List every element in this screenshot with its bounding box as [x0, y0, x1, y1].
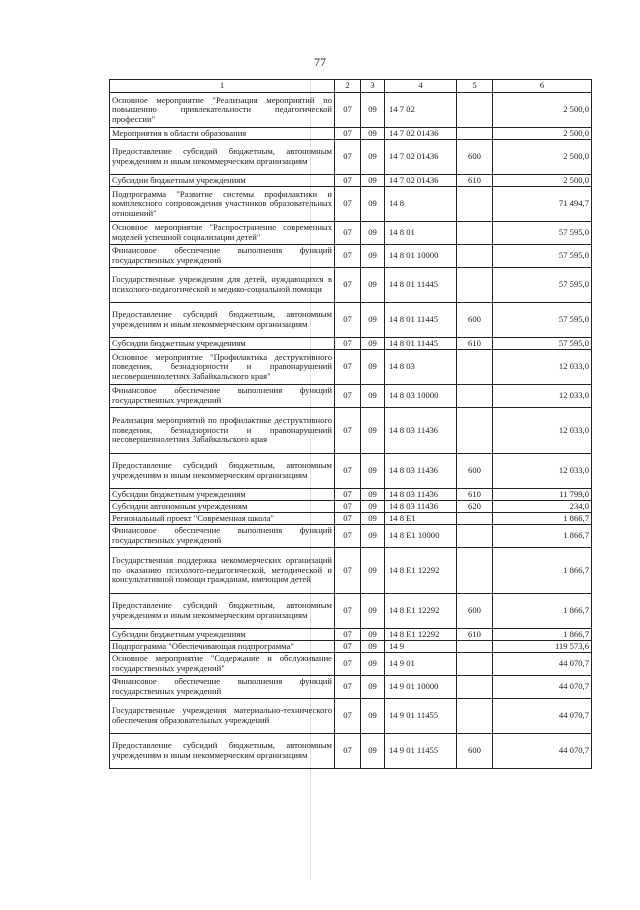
cell-pr: 09 — [361, 525, 385, 548]
table-row — [110, 128, 592, 140]
cell-vr — [457, 187, 493, 222]
cell-pr: 09 — [361, 594, 385, 629]
cell-vr — [457, 93, 493, 128]
cell-sum: 1 866,7 — [493, 548, 592, 594]
cell-name: Подпрограмма "Развитие системы профилактики и комплексного сопровождения участников образовательных отношений" — [110, 187, 335, 222]
cell-vr: 600 — [457, 140, 493, 175]
cell-pr: 09 — [361, 140, 385, 175]
table-row — [110, 676, 592, 699]
cell-pr: 09 — [361, 501, 385, 513]
cell-rz: 07 — [335, 699, 361, 734]
cell-pr: 09 — [361, 489, 385, 501]
cell-rz: 07 — [335, 222, 361, 245]
cell-sum: 57 595,0 — [493, 222, 592, 245]
cell-rz: 07 — [335, 489, 361, 501]
table-row — [110, 93, 592, 128]
cell-sum: 44 070,7 — [493, 699, 592, 734]
cell-csr: 14 7 02 01436 — [385, 175, 457, 187]
cell-csr: 14 9 01 11455 — [385, 734, 457, 769]
cell-csr: 14 7 02 01436 — [385, 140, 457, 175]
cell-name: Предоставление субсидий бюджетным, автономным учреждениям и иным некоммерческим организациям — [110, 140, 335, 175]
table-row — [110, 629, 592, 641]
cell-vr — [457, 222, 493, 245]
cell-pr: 09 — [361, 338, 385, 350]
cell-sum: 1 866,7 — [493, 629, 592, 641]
cell-rz: 07 — [335, 629, 361, 641]
cell-name: Государственная поддержка некоммерческих организаций по оказанию психолого-педагогической, методической и консультативной помощи гражданам, имеющим детей — [110, 548, 335, 594]
cell-pr: 09 — [361, 245, 385, 268]
cell-sum: 12 033,0 — [493, 454, 592, 489]
cell-name: Финансовое обеспечение выполнения функций государственных учреждений — [110, 245, 335, 268]
cell-sum: 44 070,7 — [493, 653, 592, 676]
cell-vr — [457, 128, 493, 140]
cell-pr: 09 — [361, 734, 385, 769]
cell-sum: 2 500,0 — [493, 93, 592, 128]
cell-rz: 07 — [335, 385, 361, 408]
cell-vr — [457, 548, 493, 594]
cell-vr: 610 — [457, 338, 493, 350]
cell-name: Государственные учреждения материально-технического обеспечения образовательных учреждений — [110, 699, 335, 734]
table-row — [110, 699, 592, 734]
cell-rz: 07 — [335, 350, 361, 385]
cell-sum: 12 033,0 — [493, 408, 592, 454]
cell-name: Региональный проект "Современная школа" — [110, 513, 335, 525]
cell-rz: 07 — [335, 734, 361, 769]
cell-pr: 09 — [361, 641, 385, 653]
cell-name: Подпрограмма "Обеспечивающая подпрограмма" — [110, 641, 335, 653]
cell-csr: 14 8 01 11445 — [385, 338, 457, 350]
cell-pr: 09 — [361, 699, 385, 734]
cell-csr: 14 8 E1 12292 — [385, 594, 457, 629]
table-row — [110, 268, 592, 303]
cell-sum: 234,0 — [493, 501, 592, 513]
header-col-5: 5 — [457, 80, 493, 93]
cell-sum: 1 866,7 — [493, 594, 592, 629]
table-row — [110, 513, 592, 525]
cell-sum: 57 595,0 — [493, 303, 592, 338]
cell-sum: 57 595,0 — [493, 268, 592, 303]
table-row — [110, 140, 592, 175]
cell-csr: 14 8 E1 — [385, 513, 457, 525]
cell-sum: 57 595,0 — [493, 245, 592, 268]
table-row — [110, 653, 592, 676]
cell-pr: 09 — [361, 385, 385, 408]
cell-name: Мероприятия в области образования — [110, 128, 335, 140]
cell-name: Предоставление субсидий бюджетным, автономным учреждениям и иным некоммерческим организациям — [110, 303, 335, 338]
cell-rz: 07 — [335, 513, 361, 525]
cell-csr: 14 9 01 11455 — [385, 699, 457, 734]
cell-sum: 2 500,0 — [493, 140, 592, 175]
cell-csr: 14 8 03 — [385, 350, 457, 385]
cell-name: Предоставление субсидий бюджетным, автономным учреждениям и иным некоммерческим организациям — [110, 454, 335, 489]
cell-pr: 09 — [361, 303, 385, 338]
cell-rz: 07 — [335, 408, 361, 454]
page-number: 77 — [314, 55, 326, 69]
cell-pr: 09 — [361, 454, 385, 489]
cell-sum: 2 500,0 — [493, 128, 592, 140]
cell-csr: 14 9 — [385, 641, 457, 653]
table-row — [110, 222, 592, 245]
cell-sum: 1 866,7 — [493, 513, 592, 525]
table-header-row — [110, 80, 592, 93]
cell-rz: 07 — [335, 641, 361, 653]
cell-rz: 07 — [335, 676, 361, 699]
cell-rz: 07 — [335, 653, 361, 676]
table-row — [110, 408, 592, 454]
cell-rz: 07 — [335, 245, 361, 268]
table-row — [110, 303, 592, 338]
cell-vr: 600 — [457, 454, 493, 489]
cell-rz: 07 — [335, 525, 361, 548]
cell-rz: 07 — [335, 128, 361, 140]
cell-csr: 14 8 03 11436 — [385, 408, 457, 454]
cell-pr: 09 — [361, 350, 385, 385]
cell-pr: 09 — [361, 187, 385, 222]
cell-pr: 09 — [361, 513, 385, 525]
cell-vr: 600 — [457, 303, 493, 338]
cell-sum: 71 494,7 — [493, 187, 592, 222]
cell-csr: 14 9 01 — [385, 653, 457, 676]
header-col-1: 1 — [110, 80, 335, 93]
cell-name: Государственные учреждения для детей, нуждающихся в психолого-педагогической и медико-социальной помощи — [110, 268, 335, 303]
cell-sum: 2 500,0 — [493, 175, 592, 187]
cell-pr: 09 — [361, 93, 385, 128]
cell-vr: 610 — [457, 629, 493, 641]
cell-name: Основное мероприятие "Профилактика деструктивного поведения, безнадзорности и правонарушений несовершеннолетних Забайкальского края" — [110, 350, 335, 385]
cell-rz: 07 — [335, 175, 361, 187]
cell-pr: 09 — [361, 676, 385, 699]
table-body — [110, 93, 592, 769]
table-row — [110, 489, 592, 501]
cell-csr: 14 8 E1 12292 — [385, 548, 457, 594]
cell-sum: 44 070,7 — [493, 676, 592, 699]
table-row — [110, 525, 592, 548]
header-col-6: 6 — [493, 80, 592, 93]
cell-vr: 600 — [457, 594, 493, 629]
cell-pr: 09 — [361, 548, 385, 594]
cell-vr: 610 — [457, 175, 493, 187]
cell-csr: 14 8 01 — [385, 222, 457, 245]
cell-pr: 09 — [361, 268, 385, 303]
header-col-4: 4 — [385, 80, 457, 93]
cell-name: Основное мероприятие "Реализация мероприятий по повышению привлекательности педагогической профессии" — [110, 93, 335, 128]
cell-name: Предоставление субсидий бюджетным, автономным учреждениям и иным некоммерческим организациям — [110, 734, 335, 769]
cell-name: Финансовое обеспечение выполнения функций государственных учреждений — [110, 525, 335, 548]
cell-csr: 14 8 E1 12292 — [385, 629, 457, 641]
table-row — [110, 594, 592, 629]
cell-rz: 07 — [335, 140, 361, 175]
table-row — [110, 338, 592, 350]
cell-name: Финансовое обеспечение выполнения функций государственных учреждений — [110, 385, 335, 408]
cell-csr: 14 8 01 11445 — [385, 268, 457, 303]
cell-sum: 12 033,0 — [493, 350, 592, 385]
cell-csr: 14 8 03 11436 — [385, 489, 457, 501]
table-row — [110, 385, 592, 408]
cell-rz: 07 — [335, 93, 361, 128]
table-row — [110, 454, 592, 489]
cell-vr: 610 — [457, 489, 493, 501]
cell-name: Субсидии бюджетным учреждениям — [110, 629, 335, 641]
cell-vr — [457, 385, 493, 408]
cell-csr: 14 8 — [385, 187, 457, 222]
header-col-3: 3 — [361, 80, 385, 93]
cell-vr — [457, 653, 493, 676]
cell-rz: 07 — [335, 454, 361, 489]
table-row — [110, 175, 592, 187]
cell-pr: 09 — [361, 629, 385, 641]
cell-name: Субсидии бюджетным учреждениям — [110, 338, 335, 350]
cell-vr — [457, 676, 493, 699]
cell-vr — [457, 699, 493, 734]
table-row — [110, 641, 592, 653]
cell-rz: 07 — [335, 187, 361, 222]
cell-csr: 14 8 01 11445 — [385, 303, 457, 338]
table-row — [110, 548, 592, 594]
cell-sum: 11 799,0 — [493, 489, 592, 501]
cell-pr: 09 — [361, 222, 385, 245]
cell-sum: 119 573,6 — [493, 641, 592, 653]
cell-pr: 09 — [361, 408, 385, 454]
cell-rz: 07 — [335, 268, 361, 303]
cell-pr: 09 — [361, 653, 385, 676]
cell-vr — [457, 245, 493, 268]
cell-vr — [457, 268, 493, 303]
cell-csr: 14 9 01 10000 — [385, 676, 457, 699]
cell-sum: 12 033,0 — [493, 385, 592, 408]
cell-vr: 600 — [457, 734, 493, 769]
cell-vr — [457, 408, 493, 454]
cell-pr: 09 — [361, 175, 385, 187]
cell-rz: 07 — [335, 594, 361, 629]
cell-vr — [457, 525, 493, 548]
cell-sum: 1 866,7 — [493, 525, 592, 548]
cell-name: Предоставление субсидий бюджетным, автономным учреждениям и иным некоммерческим организациям — [110, 594, 335, 629]
table-row — [110, 734, 592, 769]
cell-rz: 07 — [335, 303, 361, 338]
cell-vr — [457, 513, 493, 525]
cell-vr — [457, 641, 493, 653]
table-row — [110, 501, 592, 513]
cell-csr: 14 8 03 11436 — [385, 501, 457, 513]
cell-name: Субсидии бюджетным учреждениям — [110, 175, 335, 187]
cell-csr: 14 8 03 10000 — [385, 385, 457, 408]
cell-csr: 14 8 01 10000 — [385, 245, 457, 268]
cell-name: Субсидии автономным учреждениям — [110, 501, 335, 513]
cell-name: Основное мероприятие "Содержание и обслуживание государственных учреждений" — [110, 653, 335, 676]
cell-sum: 57 595,0 — [493, 338, 592, 350]
cell-vr: 620 — [457, 501, 493, 513]
budget-table — [109, 79, 592, 769]
cell-name: Основное мероприятие "Распространение современных моделей успешной социализации детей" — [110, 222, 335, 245]
table-row — [110, 350, 592, 385]
cell-csr: 14 8 E1 10000 — [385, 525, 457, 548]
cell-rz: 07 — [335, 338, 361, 350]
cell-name: Реализация мероприятий по профилактике деструктивного поведения, безнадзорности и правонарушений несовершеннолетних Забайкальского края — [110, 408, 335, 454]
cell-name: Субсидии бюджетным учреждениям — [110, 489, 335, 501]
table-row — [110, 245, 592, 268]
header-col-2: 2 — [335, 80, 361, 93]
cell-rz: 07 — [335, 548, 361, 594]
cell-name: Финансовое обеспечение выполнения функций государственных учреждений — [110, 676, 335, 699]
table-row — [110, 187, 592, 222]
cell-rz: 07 — [335, 501, 361, 513]
cell-csr: 14 7 02 — [385, 93, 457, 128]
cell-csr: 14 8 03 11436 — [385, 454, 457, 489]
cell-sum: 44 070,7 — [493, 734, 592, 769]
cell-vr — [457, 350, 493, 385]
cell-pr: 09 — [361, 128, 385, 140]
cell-csr: 14 7 02 01436 — [385, 128, 457, 140]
